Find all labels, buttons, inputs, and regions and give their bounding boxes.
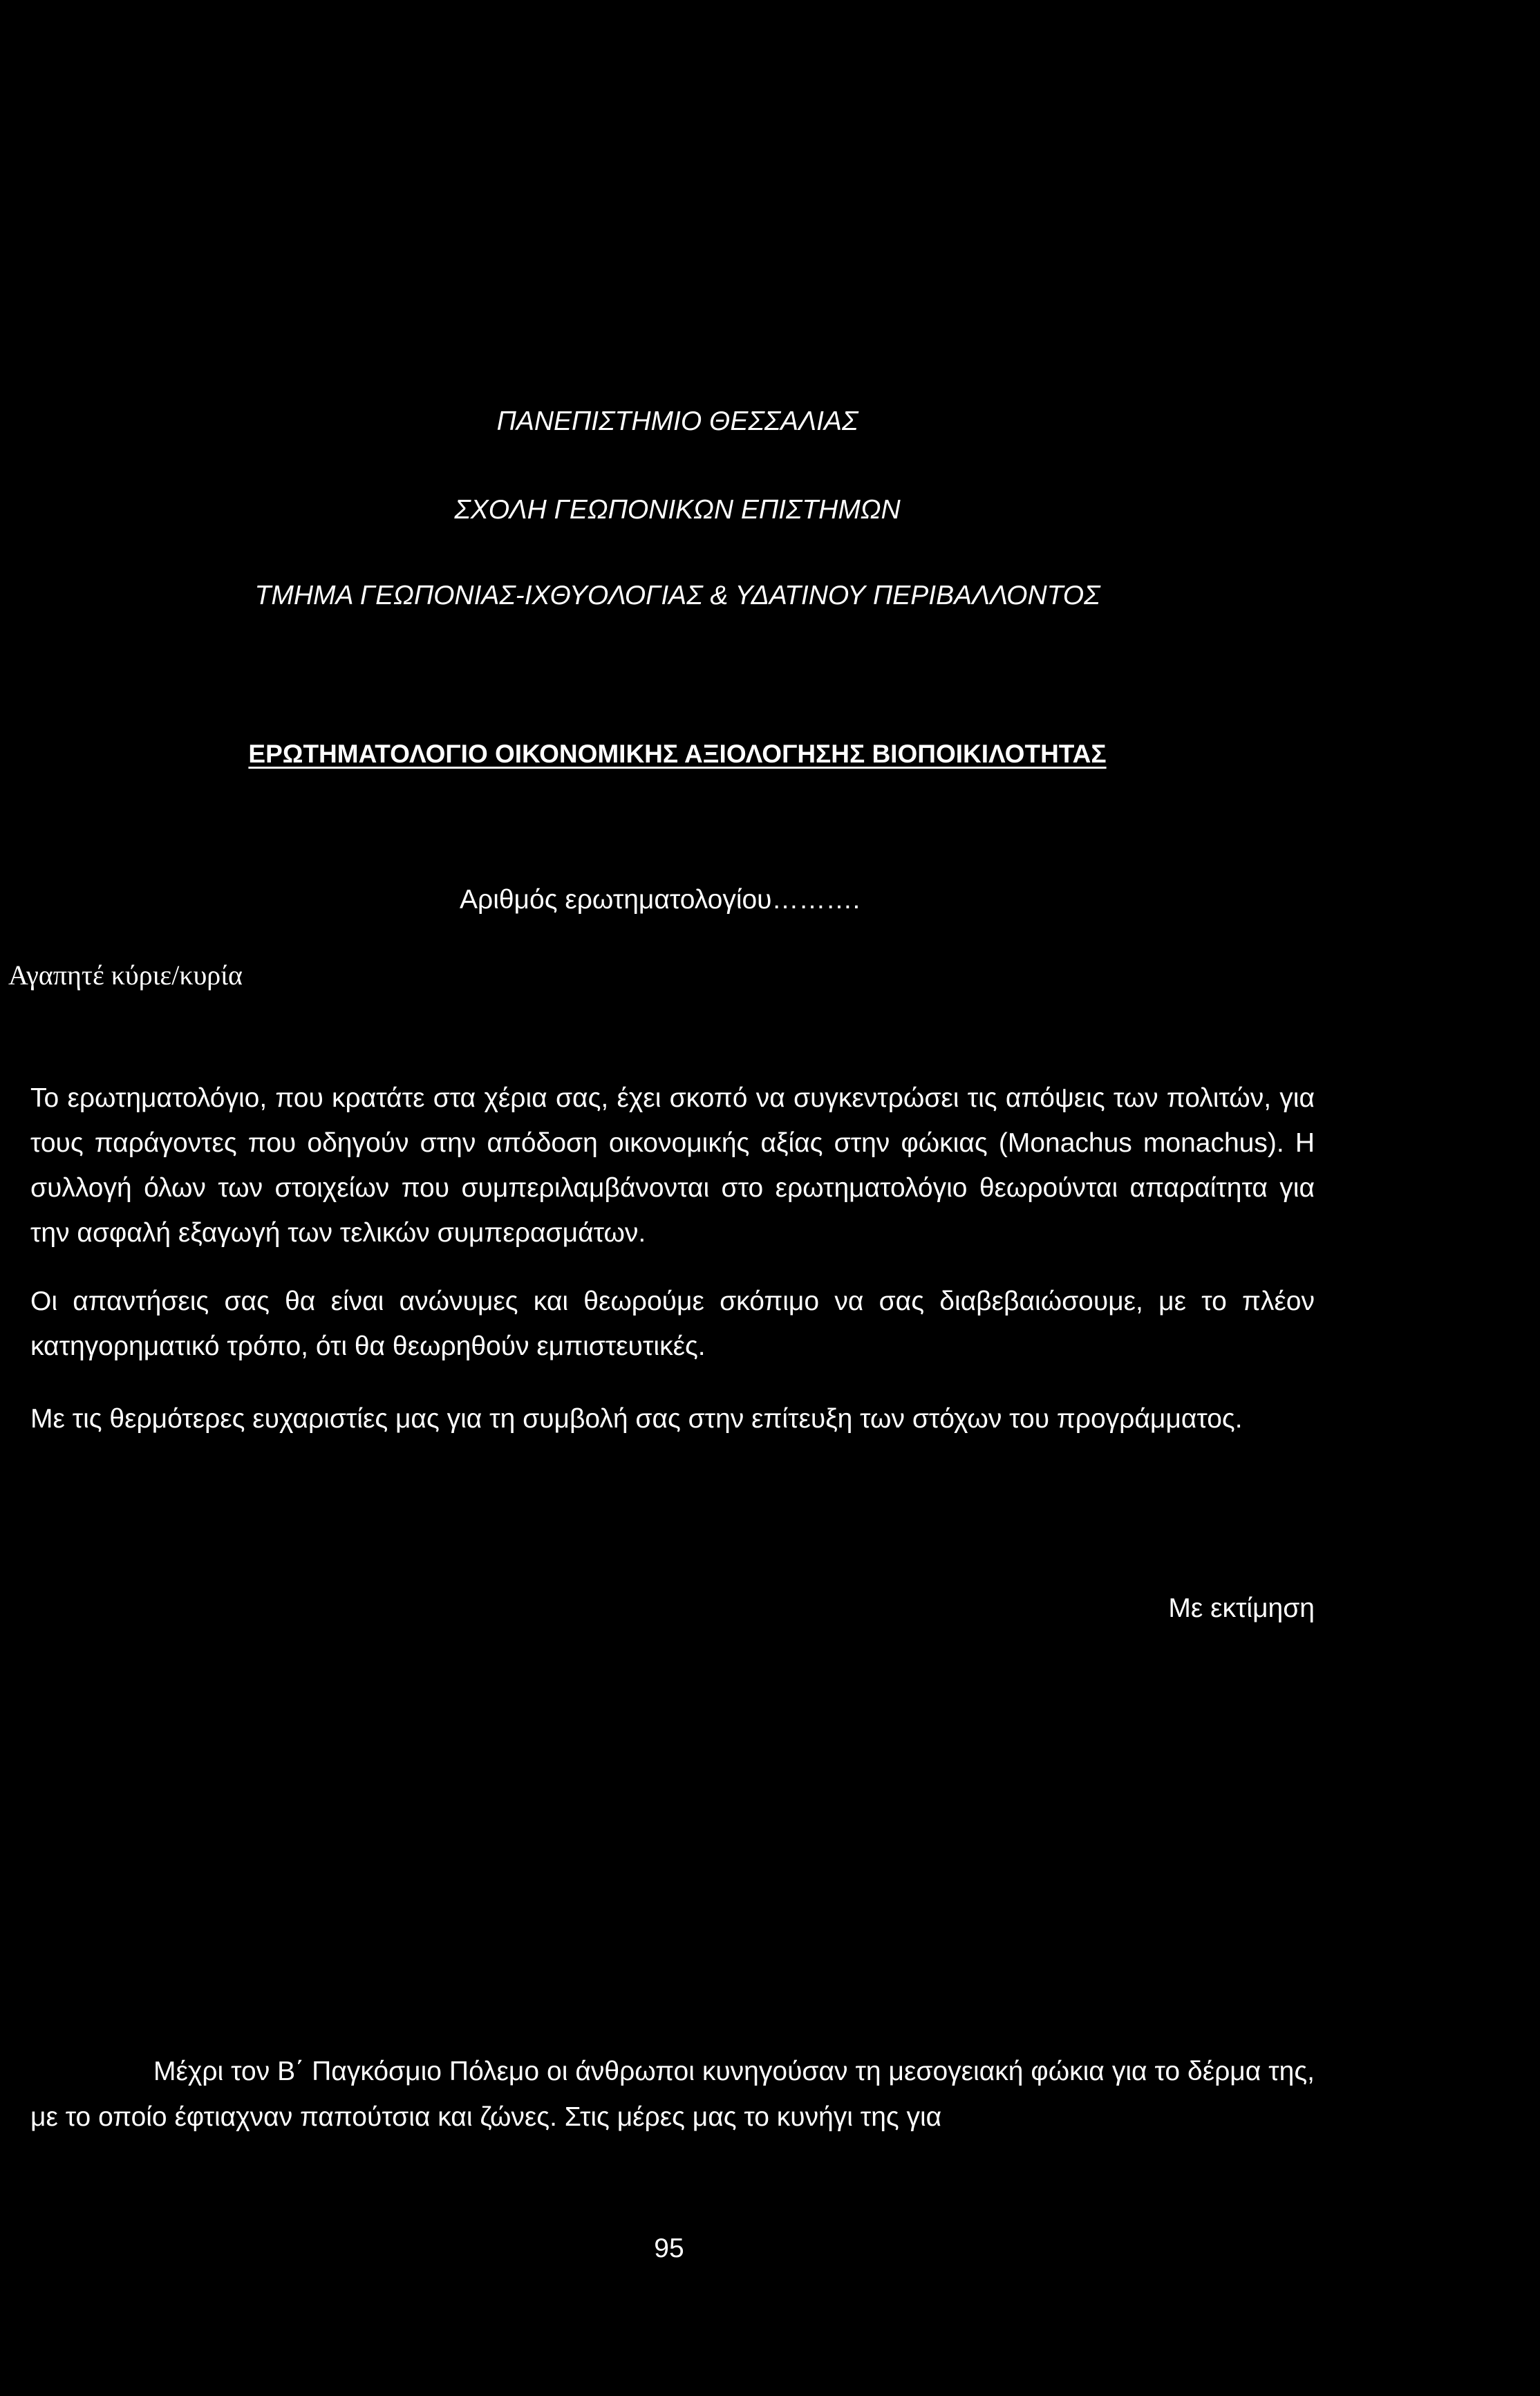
questionnaire-number: Αριθμός ερωτηματολογίου……….	[460, 885, 861, 915]
thanks-paragraph: Με τις θερμότερες ευχαριστίες μας για τη συμβολή σας στην επίτευξη των στόχων του προγράμματος.	[30, 1404, 1243, 1434]
department-name: ΤΜΗΜΑ ΓΕΩΠΟΝΙΑΣ-ΙΧΘΥΟΛΟΓΙΑΣ & ΥΔΑΤΙΝΟΥ ΠΕΡΙΒΑΛΛΟΝΤΟΣ	[254, 581, 1100, 610]
closing-signoff: Με εκτίμηση	[1168, 1593, 1315, 1623]
page-number: 95	[654, 2234, 684, 2263]
footer-paragraph: Μέχρι τον Β΄ Παγκόσμιο Πόλεμο οι άνθρωποι κυνηγούσαν τη μεσογειακή φώκια για το δέρμα της, με το οποίο έφτιαχναν παπούτσια και ζώνες. Στις μέρες μας το κυνήγι της για	[30, 2057, 1315, 2132]
document-title: ΕΡΩΤΗΜΑΤΟΛΟΓΙΟ ΟΙΚΟΝΟΜΙΚΗΣ ΑΞΙΟΛΟΓΗΣΗΣ ΒΙΟΠΟΙΚΙΛΟΤΗΤΑΣ	[248, 740, 1107, 768]
salutation: Αγαπητέ κύριε/κυρία	[8, 960, 243, 991]
anonymity-paragraph: Οι απαντήσεις σας θα είναι ανώνυμες και θεωρούμε σκόπιμο να σας διαβεβαιώσουμε, με το πλέον κατηγορηματικό τρόπο, ότι θα θεωρηθούν εμπιστευτικές.	[30, 1286, 1315, 1361]
university-name: ΠΑΝΕΠΙΣΤΗΜΙΟ ΘΕΣΣΑΛΙΑΣ	[496, 406, 858, 436]
intro-paragraph: Το ερωτηματολόγιο, που κρατάτε στα χέρια σας, έχει σκοπό να συγκεντρώσει τις απόψεις των πολιτών, για τους παράγοντες που οδηγούν στην απόδοση οικονομικής αξίας στην φώκιας (Monachus monachus). Η συλλογή όλων των στοιχείων που συμπεριλαμβάνονται στο ερωτηματολόγιο θεωρούνται απαραίτητα για την ασφαλή εξαγωγή των τελικών συμπερασμάτων.	[30, 1083, 1315, 1248]
school-name: ΣΧΟΛΗ ΓΕΩΠΟΝΙΚΩΝ ΕΠΙΣΤΗΜΩΝ	[454, 495, 901, 525]
